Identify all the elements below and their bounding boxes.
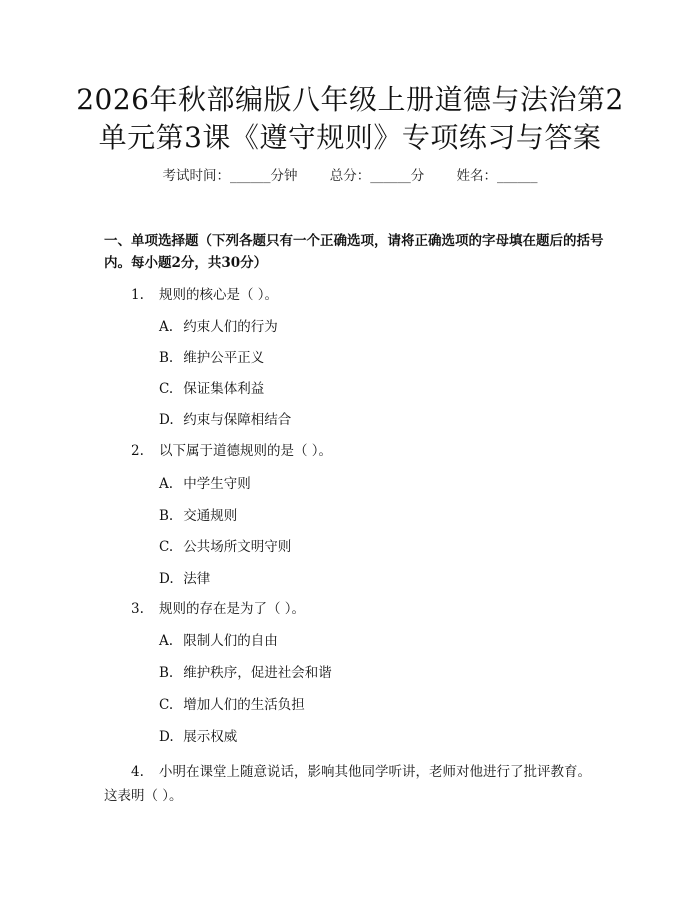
option-text: 增加人们的生活负担 bbox=[183, 697, 305, 713]
question-stem: 规则的存在是为了（ ）。 bbox=[159, 601, 306, 617]
option-2c bbox=[159, 536, 291, 558]
option-2d bbox=[159, 568, 210, 590]
question-stem: 以下属于道德规则的是（ ）。 bbox=[159, 443, 333, 459]
option-letter: A. bbox=[159, 633, 174, 649]
option-3a bbox=[159, 630, 278, 652]
option-text: 维护公平正义 bbox=[183, 350, 265, 366]
option-text: 限制人们的自由 bbox=[183, 633, 278, 649]
name-field: 姓名：______ bbox=[456, 168, 538, 184]
question-stem: 小明在课堂上随意说话，影响其他同学听讲，老师对他进行了批评教育。这表明（ ）。 bbox=[104, 764, 591, 804]
option-letter: A. bbox=[159, 319, 174, 335]
question-4 bbox=[104, 760, 604, 808]
question-number: 2. bbox=[131, 443, 144, 459]
option-text: 约束与保障相结合 bbox=[183, 412, 292, 428]
option-text: 保证集体利益 bbox=[183, 381, 265, 397]
question-stem: 规则的核心是（ ）。 bbox=[159, 287, 279, 303]
option-letter: C. bbox=[159, 697, 174, 713]
section-heading: 一、单项选择题（下列各题只有一个正确选项，请将正确选项的字母填在题后的括号内。每小题2分，共30分） bbox=[104, 233, 604, 271]
option-letter: B. bbox=[159, 508, 174, 524]
option-1a bbox=[159, 316, 278, 338]
option-text: 中学生守则 bbox=[183, 476, 251, 492]
document-title-line-1: 2026年秋部编版八年级上册道德与法治第2 bbox=[76, 83, 624, 116]
option-1c bbox=[159, 378, 264, 400]
option-text: 公共场所文明守则 bbox=[183, 539, 292, 555]
option-letter: B. bbox=[159, 665, 174, 681]
question-number: 3. bbox=[131, 601, 144, 617]
option-3c bbox=[159, 694, 305, 716]
total-score-field: 总分：______分 bbox=[329, 168, 425, 184]
option-letter: D. bbox=[159, 412, 174, 428]
option-text: 交通规则 bbox=[183, 508, 238, 524]
exam-time-field: 考试时间：______分钟 bbox=[162, 168, 298, 184]
document-title-line-2: 单元第3课《遵守规则》专项练习与答案 bbox=[98, 121, 602, 154]
option-text: 法律 bbox=[183, 571, 211, 587]
option-letter: C. bbox=[159, 539, 174, 555]
option-3d bbox=[159, 726, 237, 748]
option-1b bbox=[159, 347, 264, 369]
option-letter: D. bbox=[159, 571, 174, 587]
option-letter: D. bbox=[159, 729, 174, 745]
option-text: 展示权威 bbox=[183, 729, 238, 745]
option-1d bbox=[159, 409, 291, 431]
option-text: 维护秩序，促进社会和谐 bbox=[183, 665, 332, 681]
exam-info-line bbox=[0, 166, 700, 186]
option-2a bbox=[159, 473, 251, 495]
question-number: 1. bbox=[131, 287, 144, 303]
option-3b bbox=[159, 662, 332, 684]
option-letter: B. bbox=[159, 350, 174, 366]
option-letter: C. bbox=[159, 381, 174, 397]
option-letter: A. bbox=[159, 476, 174, 492]
option-text: 约束人们的行为 bbox=[183, 319, 278, 335]
question-number: 4. bbox=[131, 764, 144, 780]
option-2b bbox=[159, 505, 237, 527]
